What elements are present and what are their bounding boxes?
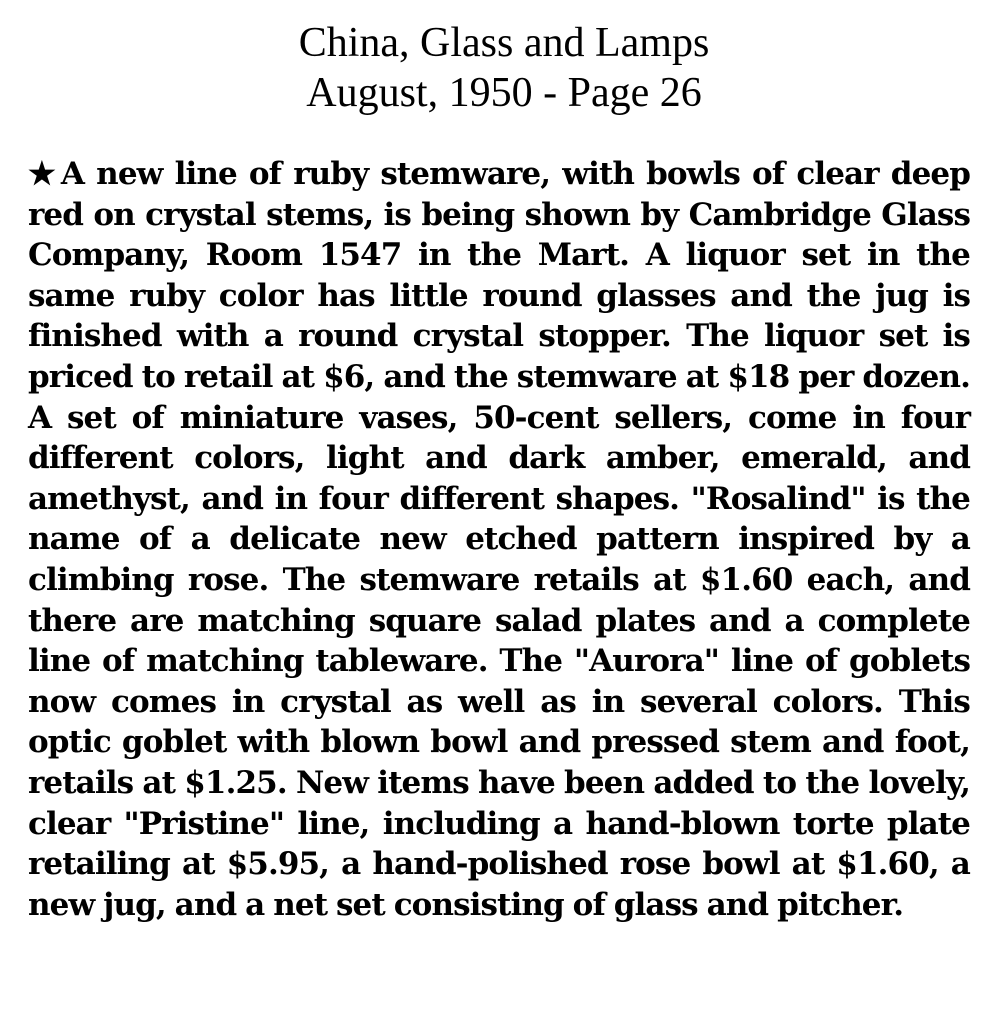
issue-date-page: August, 1950 - Page 26 [306,70,702,116]
article-paragraph [28,154,970,925]
star-bullet-icon: ★ [28,156,55,192]
publication-title: China, Glass and Lamps [298,20,710,66]
page-header [0,18,1008,118]
article-text: A new line of ruby stemware, with bowls of clear deep red on crystal stems, is being shown by Cambridge Glass Company, Room 1547 in the Mart. A liquor set in the same ruby color has little round glasses and the jug is finished with a round crystal stopper. The liquor set is priced to retail at $6, and the stemware at $18 per dozen. A set of miniature vases, 50-cent sellers, come in four different colors, light and dark amber, emerald, and amethyst, and in four different shapes. "Rosalind" is the name of a delicate new etched pattern inspired by a climbing rose. The stemware retails at $1.60 each, and there are matching square salad plates and a complete line of matching tableware. The "Aurora" line of goblets now comes in crystal as well as in several colors. This optic goblet with blown bowl and pressed stem and foot, retails at $1.25. New items have been added to the lovely, clear "Pristine" line, including a hand-blown torte plate retailing at $5.95, a hand-polished rose bowl at $1.60, a new jug, and a net set consisting of glass and pitcher. [28,156,970,923]
